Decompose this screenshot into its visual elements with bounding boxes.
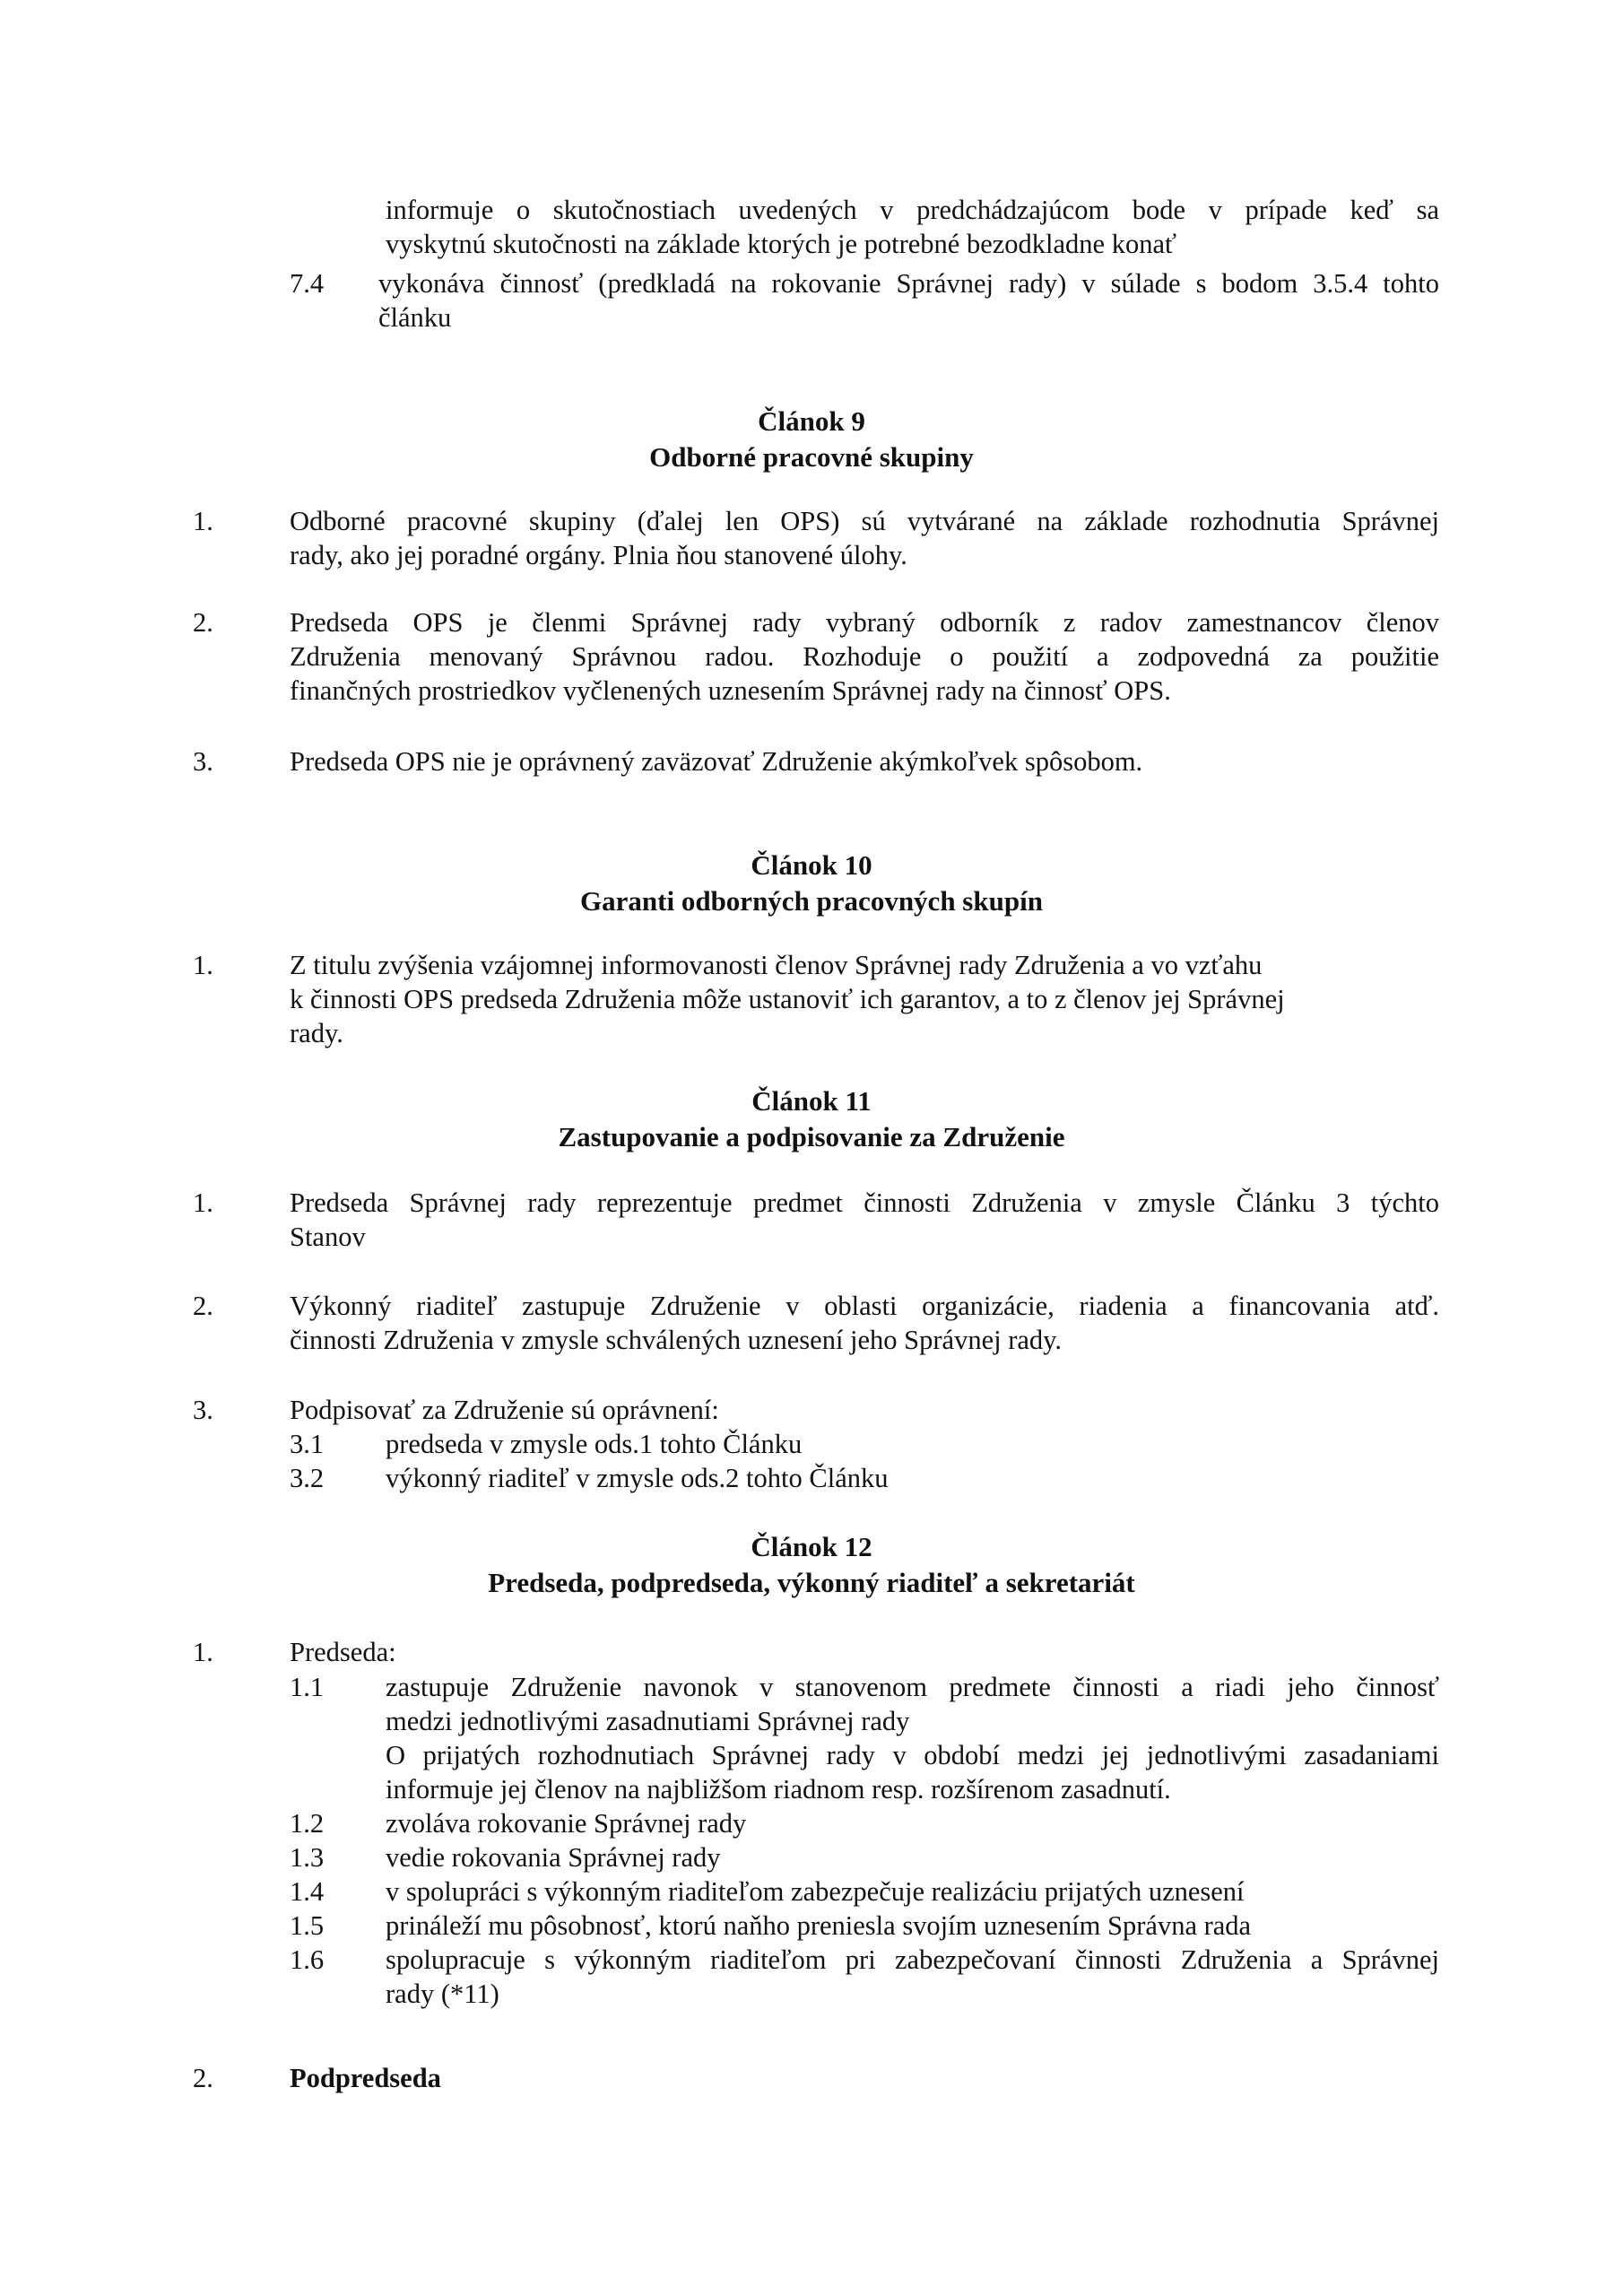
paragraph-number: 1.: [193, 1637, 213, 1667]
paragraph-line: článku: [378, 302, 452, 333]
paragraph-number: 3.: [193, 1395, 213, 1425]
subitem-number: 3.1: [290, 1429, 325, 1459]
paragraph-line: Združenia menovaný Správnou radou. Rozhoduje o použití a zodpovedná za použitie: [290, 641, 1439, 672]
subitem-text: zvoláva rokovanie Správnej rady: [386, 1808, 747, 1839]
paragraph-line: rady.: [290, 1018, 343, 1048]
paragraph-number: 3.: [193, 746, 213, 777]
subitem-text: výkonný riaditeľ v zmysle ods.2 tohto Článku: [386, 1463, 889, 1493]
paragraph-number: 2.: [193, 607, 213, 638]
article-title: Garanti odborných pracovných skupín: [580, 885, 1043, 917]
subitem-number: 1.5: [290, 1910, 325, 1941]
paragraph-number: 1.: [193, 506, 213, 536]
paragraph-line: informuje o skutočnostiach uvedených v predchádzajúcom bode v prípade keď sa: [386, 195, 1439, 225]
subitem-text: predseda v zmysle ods.1 tohto Článku: [386, 1429, 803, 1459]
paragraph-line: Predseda OPS nie je oprávnený zaväzovať Združenie akýmkoľvek spôsobom.: [290, 746, 1143, 777]
subitem-text: zastupuje Združenie navonok v stanovenom predmete činnosti a riadi jeho činnosť: [386, 1672, 1439, 1702]
subitem-text: vedie rokovania Správnej rady: [386, 1842, 721, 1873]
paragraph-number: 2.: [193, 1291, 213, 1321]
subitem-number: 1.4: [290, 1876, 325, 1907]
subitem-text: v spolupráci s výkonným riaditeľom zabezpečuje realizáciu prijatých uznesení: [386, 1876, 1245, 1907]
subitem-number: 1.3: [290, 1842, 325, 1873]
article-number: Článok 11: [751, 1085, 872, 1117]
paragraph-number: 1.: [193, 1187, 213, 1218]
paragraph-number: 2.: [193, 2063, 213, 2093]
paragraph-line: rady, ako jej poradné orgány. Plnia ňou stanovené úlohy.: [290, 540, 907, 570]
subitem-text: informuje jej členov na najbližšom riadnom resp. rozšírenom zasadnutí.: [386, 1774, 1171, 1805]
paragraph-line: vykonáva činnosť (predkladá na rokovanie Správnej rady) v súlade s bodom 3.5.4 tohto: [378, 268, 1439, 299]
paragraph-line: Predseda Správnej rady reprezentuje predmet činnosti Združenia v zmysle Článku 3 týchto: [290, 1187, 1439, 1218]
article-number: Článok 12: [751, 1531, 872, 1562]
paragraph-line: Predseda OPS je členmi Správnej rady vybraný odborník z radov zamestnancov členov: [290, 607, 1439, 638]
paragraph-number: 1.: [193, 950, 213, 980]
subitem-number: 1.6: [290, 1944, 325, 1975]
paragraph-line: Podpisovať za Združenie sú oprávnení:: [290, 1395, 719, 1425]
subitem-text: rady (*11): [386, 1979, 499, 2009]
article-title: Zastupovanie a podpisovanie za Združenie: [558, 1121, 1065, 1152]
paragraph-line: Stanov: [290, 1222, 366, 1252]
subitem-text: prináleží mu pôsobnosť, ktorú naňho preniesla svojím uznesením Správna rada: [386, 1910, 1252, 1941]
article-number: Článok 9: [758, 405, 865, 437]
paragraph-line: Odborné pracovné skupiny (ďalej len OPS) sú vytvárané na základe rozhodnutia Správnej: [290, 506, 1439, 536]
subitem-text: O prijatých rozhodnutiach Správnej rady v období medzi jej jednotlivými zasadaniami: [386, 1740, 1439, 1770]
subitem-text: medzi jednotlivými zasadnutiami Správnej rady: [386, 1706, 910, 1736]
article-number: Článok 10: [751, 849, 872, 881]
paragraph-line: Z titulu zvýšenia vzájomnej informovanosti členov Správnej rady Združenia a vo vzťahu: [290, 950, 1263, 980]
subitem-number: 1.2: [290, 1808, 325, 1839]
paragraph-line: činnosti Združenia v zmysle schválených uznesení jeho Správnej rady.: [290, 1325, 1063, 1355]
paragraph-line: k činnosti OPS predseda Združenia môže ustanoviť ich garantov, a to z členov jej Správnej: [290, 984, 1285, 1014]
subitem-number: 3.2: [290, 1463, 325, 1493]
paragraph-line: vyskytnú skutočnosti na základe ktorých je potrebné bezodkladne konať: [386, 229, 1177, 259]
subitem-text: spolupracuje s výkonným riaditeľom pri zabezpečovaní činnosti Združenia a Správnej: [386, 1944, 1439, 1975]
paragraph-line: finančných prostriedkov vyčlenených uznesením Správnej rady na činnosť OPS.: [290, 675, 1171, 706]
section-heading: Podpredseda: [290, 2063, 441, 2093]
paragraph-line: Predseda:: [290, 1637, 396, 1667]
item-number: 7.4: [290, 268, 325, 299]
paragraph-line: Výkonný riaditeľ zastupuje Združenie v oblasti organizácie, riadenia a financovania atď.: [290, 1291, 1439, 1321]
article-title: Predseda, podpredseda, výkonný riaditeľ a sekretariát: [488, 1567, 1135, 1598]
subitem-number: 1.1: [290, 1672, 325, 1702]
article-title: Odborné pracovné skupiny: [649, 441, 974, 473]
